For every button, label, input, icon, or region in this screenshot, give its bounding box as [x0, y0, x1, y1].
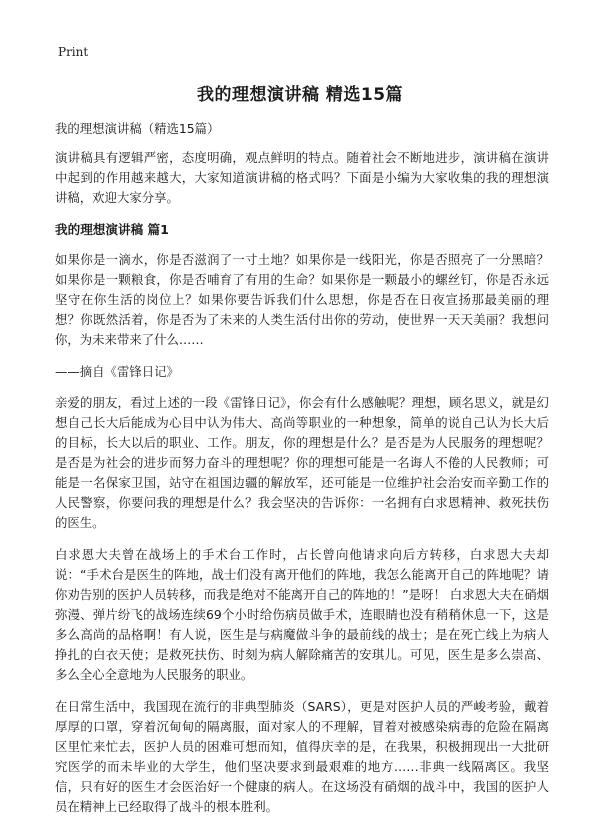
- document-subtitle: 我的理想演讲稿（精选15篇）: [55, 121, 220, 136]
- print-link[interactable]: Print: [58, 45, 89, 59]
- section-heading: 我的理想演讲稿 篇1: [55, 222, 169, 237]
- intro-paragraph: 演讲稿具有逻辑严密，态度明确，观点鲜明的特点。随着社会不断地进步，演讲稿在演讲中起到的作用越来越大，大家知道演讲稿的格式吗？下面是小编为大家收集的我的理想演讲稿，欢迎大家分享。: [55, 150, 549, 205]
- body-paragraph: 亲爱的朋友，看过上述的一段《雷锋日记》，你会有什么感触呢？理想，顾名思义，就是幻想自己长大后能成为心目中认为伟大、高尚等职业的一种想象，简单的说自己认为长大后的目标，长大以后的职业、工作。朋友，你的理想是什么？是否是为人民服务的理想呢？是否是为社会的进步而努力奋斗的理想呢？你的理想可能是一名诲人不倦的人民教师；可能是一名保家卫国，站守在祖国边疆的解放军，还可能是一位维护社会治安而辛勤工作的人民警察，你要问我的理想是什么？我会坚决的告诉你：一名拥有白求恩精神、救死扶伤的医生。: [55, 395, 549, 530]
- document-title: 我的理想演讲稿 精选15篇: [196, 85, 404, 105]
- body-paragraph: 在日常生活中，我国现在流行的非典型肺炎（SARS），更是对医护人员的严峻考验，戴着厚厚的口罩，穿着沉甸甸的隔离服，面对家人的不理解，冒着对被感染病毒的危险在隔离区里忙来忙去，医护人员的困难可想而知，值得庆幸的是，在我果，积极拥现出一大批研究医学的而未毕业的大学生，他们坚决要求到最艰难的地方……非典一线隔离区。我坚信，只有好的医生才会医治好一个健康的病人。在这场没有硝烟的战斗中，我国的医护人员在精神上已经取得了战斗的根本胜利。: [55, 699, 549, 814]
- body-paragraph: 白求恩大夫曾在战场上的手术台工作时，占长曾向他请求向后方转移，白求恩大夫却说：“手术台是医生的阵地，战士们没有离开他们的阵地，我怎么能离开自己的阵地呢？请你劝告别的医护人员转移，而我是绝对不能离开自己的阵地的！”是呀！ 白求恩大夫在硝烟弥漫、弹片纷飞的战场连续69个小时给伤病员做手术，连眼睛也没有稍稍休息一下，这是多么高尚的品格啊！有人说，医生是与病魔做斗争的最前线的战士；是在死亡线上为病人挣扎的白衣天使；是救死扶伤、时刻为病人解除痛苦的安琪儿。可见，医生是多么崇高、多么全心全意地为人民服务的职业。: [55, 547, 549, 682]
- quote-attribution: ——摘自《雷锋日记》: [55, 364, 179, 379]
- document-body: [55, 119, 549, 829]
- body-paragraph: 如果你是一滴水，你是否滋润了一寸土地？如果你是一线阳光，你是否照亮了一分黑暗？如果你是一颗粮食，你是否哺育了有用的生命？如果你是一颗最小的螺丝钉，你是否永远坚守在你生活的岗位上？如果你要告诉我们什么思想，你是否在日夜宣扬那最美丽的理想？你既然活着，你是否为了未来的人类生活付出你的劳动，使世界一天天美丽？我想问你，为未来带来了什么……: [55, 252, 549, 347]
